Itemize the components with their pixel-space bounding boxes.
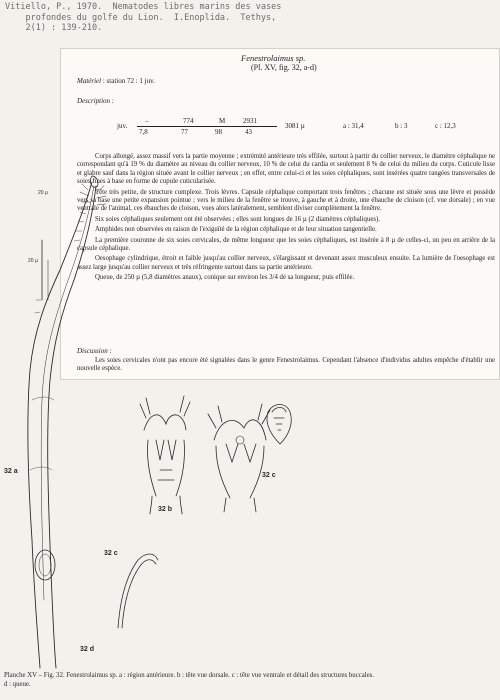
formula-top-4: 2931 [243,117,257,125]
figure-label-32c-lower: 32 c [104,550,118,557]
ratio-a: a : 31,4 [343,122,364,130]
ratio-b: b : 3 [395,122,408,130]
material-label: Matériel [77,77,102,85]
material-value: : station 72 : 1 juv. [101,77,155,85]
paragraph-tail: Queue, de 250 µ (5,8 diamètres anaux), conique sur environ les 3/4 de sa longueur, puis effilée. [95,274,355,282]
figure-32c-lower-drawing [118,554,158,628]
figure-label-32d: 32 d [80,646,95,653]
plate-reference: (Pl. XV, fig. 32, a-d) [251,63,317,72]
paragraph-setae: Six soies céphaliques seulement ont été observées ; elles sont longues de 16 µ (2 diamètres céphaliques). [95,215,380,223]
scale-label-b: 20 µ [38,190,48,196]
paragraph-oesophagus: Oesophage cylindrique, étroit et faible jusqu'au collier nerveux, s'élargissant et devenant assez musculeux ensuite. La lumière de l'oesophage est assez large jusqu'au collier nerveux et très réfringente surtout dans sa partie antérieure. [77,255,495,271]
scale-label-a: 20 µ [28,258,38,264]
discussion-heading: Discussion : [77,347,112,355]
description-heading: Description : [77,97,115,105]
discussion-text: Les soies cervicales n'ont pas encore été signalées dans le genre Fenestrolaimus. Cependant l'absence d'individus adultes empêche d'établir une nouvelle espèce. [77,357,495,373]
formula-bottom-3: 98 [215,128,222,136]
figure-label-32b: 32 b [158,506,173,513]
ratio-c: c : 12,3 [435,122,456,130]
paragraph-cervical: La première couronne de six soies cervicales, de même longueur que les soies céphaliques, est insérée à 8 µ de celles-ci, un peu en arrière de la capsule céphalique. [77,236,495,253]
formula-top-3: M [219,117,226,125]
formula-top-1: – [145,117,149,125]
plate-caption: Planche XV – Fig. 32. Fenestrolaimus sp. a : région antérieure. b : tête vue dorsale. c : tête vue ventrale et détail des structures buccales. d : queue. [4,672,374,688]
formula-prefix: juv. [117,122,128,130]
figure-label-32a: 32 a [4,468,18,475]
figure-32b-drawing [140,396,190,514]
paragraph-head: Tête très petite, de structure complexe. Trois lèvres. Capsule céphalique comportant trois fenêtres ; chacune est située sous une lèvre et possède vers sa base une petite expansion pointue ; vers le milieu de la fenêtre se trouve, à gauche et à droite, une ébauche de cloison (cf. vue dorsale) ; en vue ventrale de l'animal, ces ébauches de cloison, vues alors latéralement, semblent diviser complètement la fenêtre. [77,188,495,213]
formula-length: 3081 µ [285,122,305,130]
figure-32c-upper-drawing [208,404,270,512]
formula-top-2: 774 [183,117,194,125]
formula-bottom-1: 7,8 [139,128,148,136]
paragraph-amphids: Amphides non observées en raison de l'exiguïté de la région céphalique et de leur situation tangentielle. [95,226,377,234]
figure-32c-detail-drawing [267,405,291,445]
figure-label-32c-upper: 32 c [262,472,276,479]
formula-bottom-2: 77 [181,128,188,136]
formula-bottom-4: 43 [245,128,252,136]
species-title: Fenestrolaimus sp. [241,53,306,63]
typed-citation: Vitiello, P., 1970. Nematodes libres marins des vases profondes du golfe du Lion. I.Enoplida. Tethys, 2(1) : 139-210. [5,2,282,34]
paragraph-body: Corps allongé, assez massif vers la partie moyenne ; extrémité antérieure très effilée, surtout à partir du collier nerveux, le diamètre céphalique ne correspondant qu'à 19 % du diamètre au niveau du collier nerveux, 10 % de celui du cardia et seulement 8 % de celui du milieu du corps. Cuticule lisse et glabre sauf dans la région située avant le collier nerveux ; en effet, entre celui-ci et les soies céphaliques, sont insérées quatre rangées transversales de soies fines à base en forme de cupule cuticularisée. [77,153,495,186]
figure-32a-drawing [28,176,106,668]
